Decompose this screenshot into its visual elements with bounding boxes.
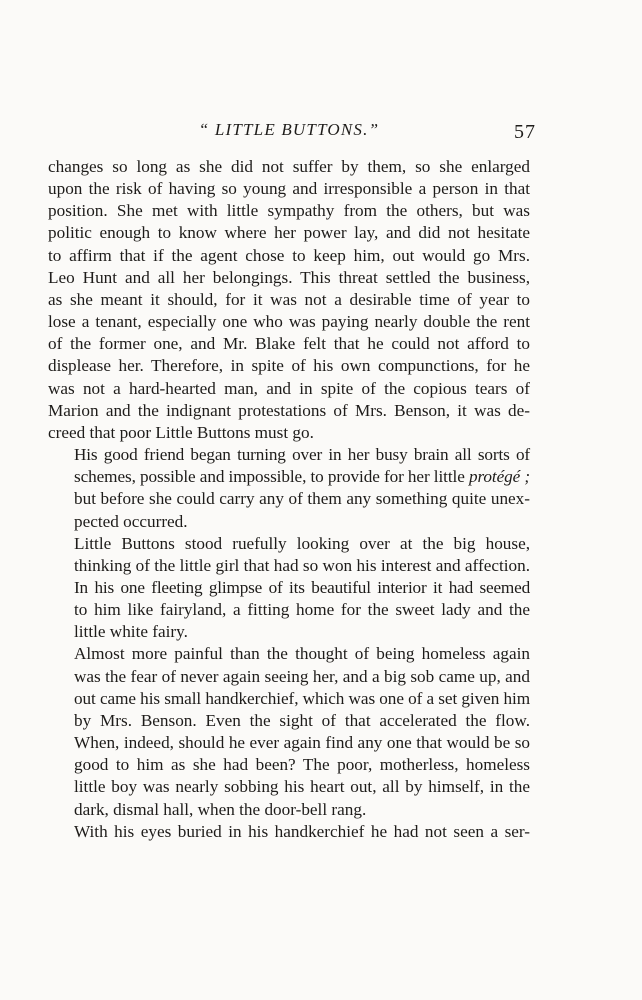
text-line: When, indeed, should he ever again find any one that would be so — [74, 733, 530, 753]
text-line: dark, dismal hall, when the door-bell rang. — [74, 799, 367, 819]
text-line: little boy was nearly sobbing his heart out, all by himself, in the — [74, 777, 530, 797]
paragraph-4 — [48, 577, 530, 643]
text-line: politic enough to know where her power lay, and did not hesitate — [48, 223, 530, 243]
paragraph-1 — [48, 156, 530, 444]
text-line-with-italic — [48, 466, 530, 488]
running-head — [48, 118, 536, 143]
text-line: changes so long as she did not suffer by them, so she enlarged — [48, 157, 530, 176]
page-number: 57 — [514, 121, 536, 143]
italic-word: protégé ; — [468, 467, 531, 487]
text-line: was the fear of never again seeing her, and a big sob came up, and — [74, 666, 530, 686]
body-text — [48, 156, 530, 843]
text-line: to him like fairyland, a fitting home for the sweet lady and the — [74, 600, 530, 620]
text-line: pected occurred. — [74, 511, 188, 531]
text-line: was not a hard-hearted man, and in spite of the copious tears of — [48, 378, 530, 398]
paragraph-3 — [48, 533, 530, 577]
text-line: thinking of the little girl that had so won his interest and affection. — [74, 555, 530, 575]
text-line: creed that poor Little Buttons must go. — [48, 422, 314, 442]
paragraph-2 — [48, 444, 530, 533]
text-line: Marion and the indignant protestations of Mrs. Benson, it was de- — [48, 400, 530, 420]
text-line: of the former one, and Mr. Blake felt that he could not afford to — [48, 334, 530, 354]
text-line: lose a tenant, especially one who was paying nearly double the rent — [48, 312, 530, 332]
text-line: little white fairy. — [74, 622, 188, 642]
paragraph-5 — [48, 643, 530, 820]
text-fragment: schemes, possible and impossible, to provide for her little — [74, 467, 465, 487]
text-line: Little Buttons stood ruefully looking over at the big house, — [74, 533, 530, 553]
text-line: good to him as she had been? The poor, motherless, homeless — [74, 755, 530, 775]
text-line: but before she could carry any of them any something quite unex- — [74, 489, 530, 509]
text-line: out came his small handkerchief, which was one of a set given him — [74, 688, 530, 708]
text-line: to affirm that if the agent chose to keep him, out would go Mrs. — [48, 245, 530, 265]
paragraph-6 — [48, 821, 530, 843]
text-line: With his eyes buried in his handkerchief he had not seen a ser- — [74, 821, 530, 841]
text-line: Leo Hunt and all her belongings. This threat settled the business, — [48, 267, 530, 287]
text-line: as she meant it should, for it was not a desirable time of year to — [48, 289, 530, 309]
running-title: “ LITTLE BUTTONS.” — [198, 120, 380, 139]
text-line: In his one fleeting glimpse of its beautiful interior it had seemed — [74, 577, 530, 597]
text-line: Almost more painful than the thought of being homeless again — [74, 644, 530, 664]
text-line: displease her. Therefore, in spite of his own compunctions, for he — [48, 356, 530, 376]
text-line: upon the risk of having so young and irresponsible a person in that — [48, 179, 530, 199]
text-line: by Mrs. Benson. Even the sight of that accelerated the flow. — [74, 710, 530, 730]
text-line: position. She met with little sympathy from the others, but was — [48, 201, 530, 221]
text-line: His good friend began turning over in her busy brain all sorts of — [74, 445, 530, 465]
